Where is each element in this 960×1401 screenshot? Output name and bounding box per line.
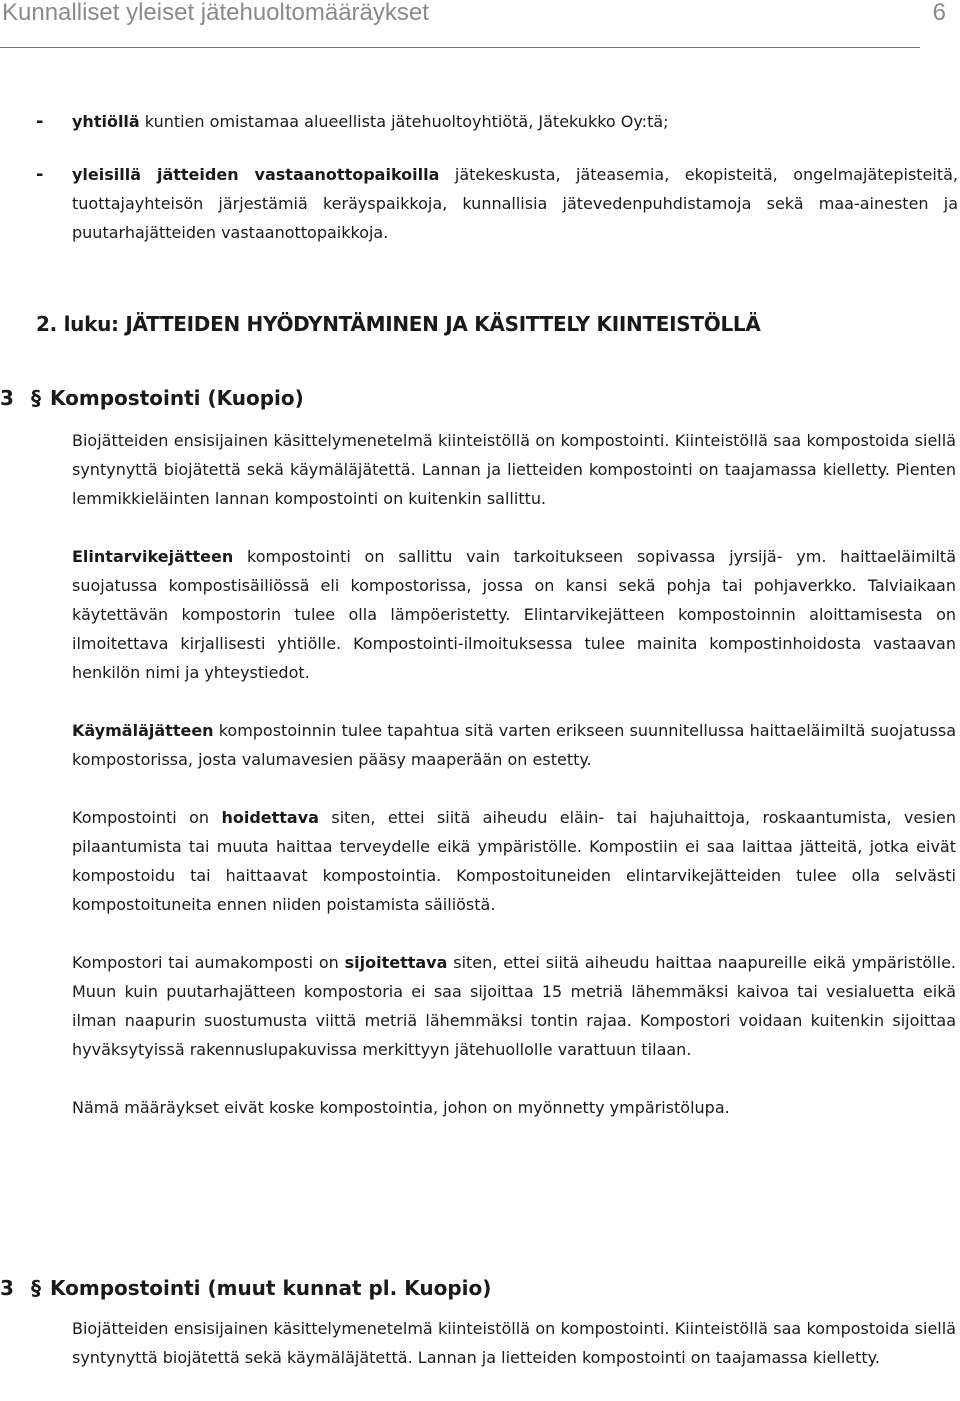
paragraph bbox=[72, 948, 956, 1064]
section-symbol: § bbox=[31, 386, 41, 410]
defined-term: yhtiöllä bbox=[72, 112, 140, 131]
section-title: Kompostointi (Kuopio) bbox=[50, 386, 304, 410]
paragraph-lead-term: Käymäläjätteen bbox=[72, 721, 214, 740]
definition-text: kuntien omistamaa alueellista jätehuoltoyhtiötä, Jätekukko Oy:tä; bbox=[139, 112, 669, 131]
list-item bbox=[0, 107, 958, 136]
section-title: Kompostointi (muut kunnat pl. Kuopio) bbox=[50, 1276, 492, 1300]
section-body bbox=[0, 426, 960, 1148]
paragraph-lead-term: Elintarvikejätteen bbox=[72, 547, 234, 566]
chapter-heading: 2. luku: JÄTTEIDEN HYÖDYNTÄMINEN JA KÄSITTELY KIINTEISTÖLLÄ bbox=[36, 312, 761, 336]
paragraph-intro: Kompostori tai aumakomposti on bbox=[72, 953, 345, 972]
paragraph-text: Nämä määräykset eivät koske kompostointia, johon on myönnetty ympäristölupa. bbox=[72, 1098, 730, 1117]
paragraph-text: Biojätteiden ensisijainen käsittelymenetelmä kiinteistöllä on kompostointi. Kiinteistöllä saa kompostoida siellä syntynyttä biojätettä sekä käymäläjätettä. Lannan ja lietteiden kompostointi on taajamassa kielletty. bbox=[72, 1319, 956, 1367]
section-number: 3 bbox=[0, 1276, 14, 1300]
paragraph-text: Biojätteiden ensisijainen käsittelymenetelmä kiinteistöllä on kompostointi. Kiinteistöllä saa kompostoida siellä syntynyttä biojätettä sekä käymäläjätettä. Lannan ja lietteiden kompostointi on taajamassa kielletty. Pienten lemmikkieläinten lannan kompostointi on kuitenkin sallittu. bbox=[72, 431, 956, 508]
section-symbol: § bbox=[31, 1276, 41, 1300]
paragraph-text: siten, ettei siitä aiheudu haittaa naapureille eikä ympäristölle. Muun kuin puutarhajätteen kompostoria ei saa sijoittaa 15 metriä lähemmäksi kaivoa tai vesialuetta eikä ilman naapurin suostumusta viittä metriä lähemmäksi tontin rajaa. Kompostori voidaan kuitenkin sijoittaa hyväksytyissä rakennuslupakuvissa merkittyyn jätehuollolle varattuun tilaan. bbox=[72, 953, 956, 1059]
section-body bbox=[0, 1314, 960, 1401]
paragraph-key-term: hoidettava bbox=[221, 808, 319, 827]
page-number: 6 bbox=[932, 0, 946, 26]
section-heading bbox=[0, 386, 304, 410]
paragraph-text: kompostointi on sallittu vain tarkoitukseen sopivassa jyrsijä- ym. haittaeläimiltä suojatussa kompostisäiliössä eli kompostorissa, jossa on kansi sekä pohja tai pohjaverkko. Talviaikaan käytettävän kompostorin tulee olla lämpöeristetty. Elintarvikejätteen kompostoinnin aloittamisesta on ilmoitettava kirjallisesti yhtiölle. Kompostointi-ilmoituksessa tulee mainita kompostinhoidosta vastaavan henkilön nimi ja yhteystiedot. bbox=[72, 547, 956, 682]
paragraph-text: siten, ettei siitä aiheudu eläin- tai hajuhaittoja, roskaantumista, vesien pilaantumista tai muuta haittaa terveydelle eikä ympäristölle. Kompostiin ei saa laittaa jätteitä, jotka eivät kompostoidu tai haittaavat kompostointia. Kompostoituneiden elintarvikejätteiden tulee olla selvästi kompostoituneita ennen niiden poistamista säiliöstä. bbox=[72, 808, 956, 914]
paragraph bbox=[72, 426, 956, 513]
paragraph-intro: Kompostointi on bbox=[72, 808, 222, 827]
definition-list bbox=[0, 107, 960, 271]
paragraph-key-term: sijoitettava bbox=[344, 953, 448, 972]
section-heading bbox=[0, 1276, 491, 1300]
document-title: Kunnalliset yleiset jätehuoltomääräykset bbox=[2, 0, 429, 26]
dash-bullet: - bbox=[36, 111, 44, 132]
paragraph bbox=[72, 803, 956, 919]
paragraph bbox=[72, 542, 956, 687]
paragraph-text: kompostoinnin tulee tapahtua sitä varten erikseen suunnitellussa haittaeläimiltä suojatussa kompostorissa, josta valumavesien pääsy maaperään on estetty. bbox=[72, 721, 956, 769]
definition-text: jätekeskusta, jäteasemia, ekopisteitä, ongelmajätepisteitä, tuottajayhteisön järjestämiä keräyspaikkoja, kunnallisia jätevedenpuhdistamoja sekä maa-ainesten ja puutarhajätteiden vastaanottopaikkoja. bbox=[72, 165, 959, 242]
paragraph bbox=[72, 716, 956, 774]
list-item bbox=[0, 160, 958, 247]
page-header bbox=[0, 0, 960, 30]
paragraph bbox=[72, 1314, 956, 1372]
section-number: 3 bbox=[0, 386, 14, 410]
dash-bullet: - bbox=[36, 164, 44, 185]
header-divider bbox=[0, 47, 920, 48]
defined-term: yleisillä jätteiden vastaanottopaikoilla bbox=[72, 165, 440, 184]
paragraph bbox=[72, 1093, 956, 1122]
